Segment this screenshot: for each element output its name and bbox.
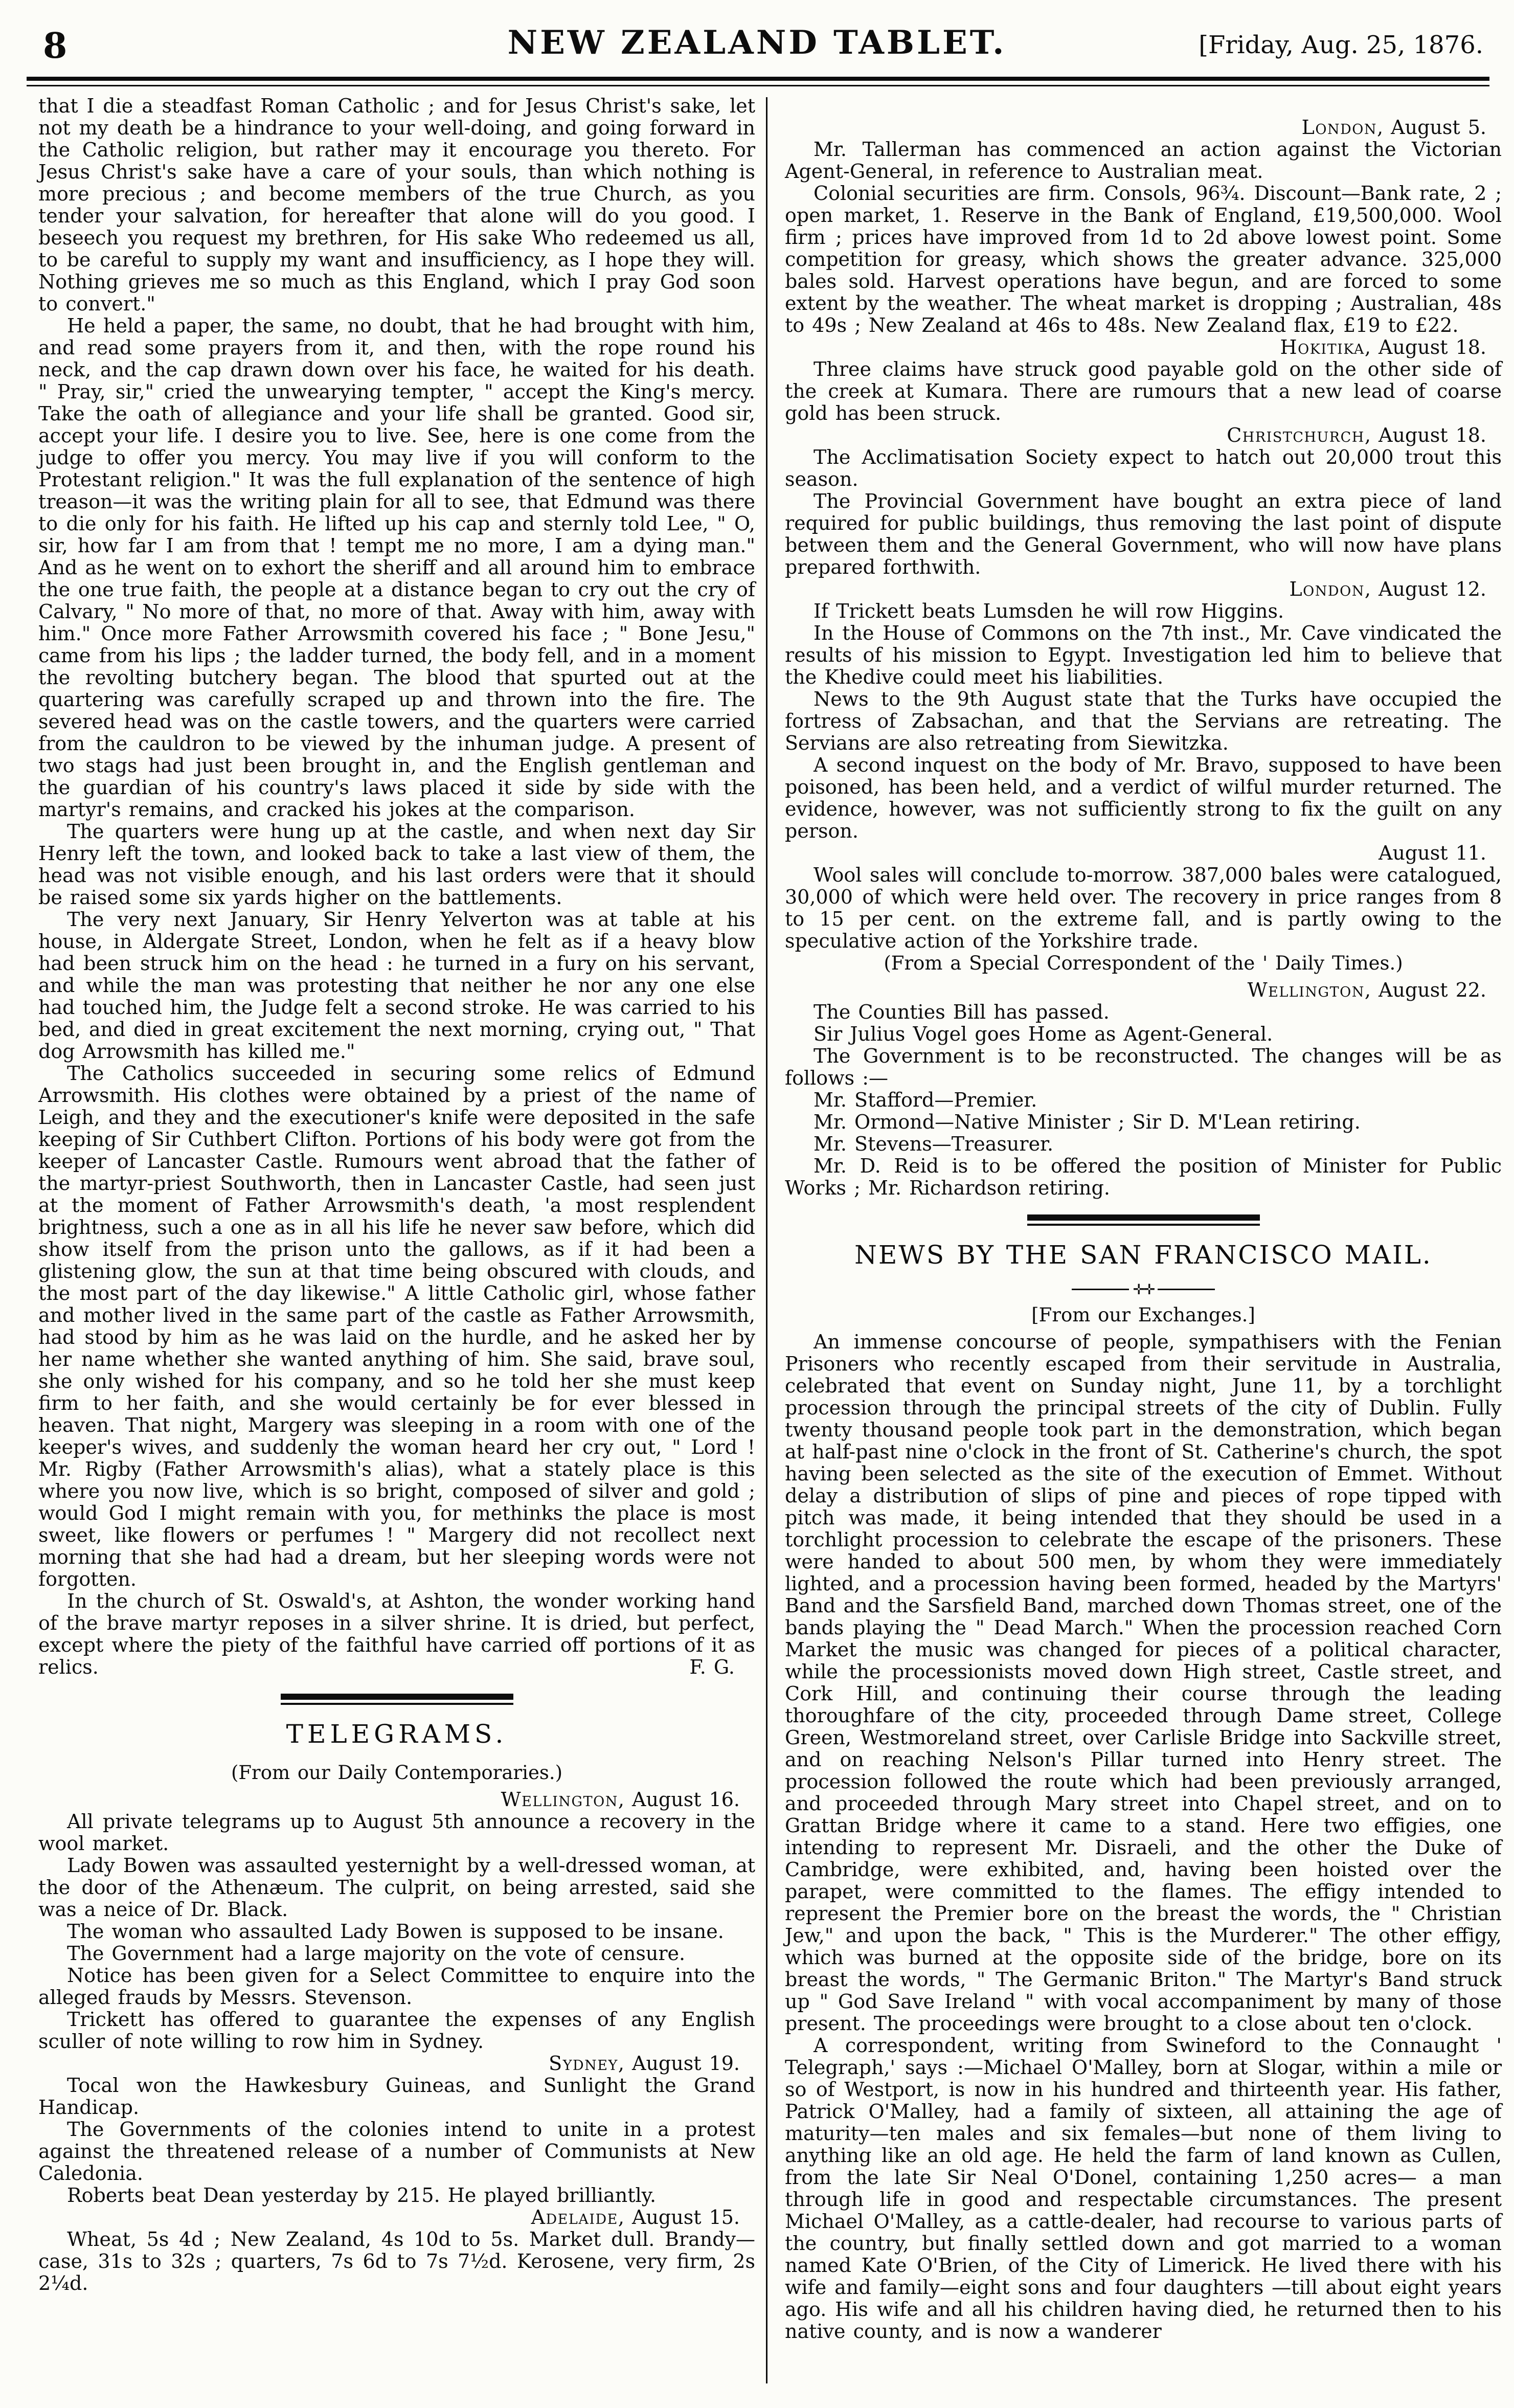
telegram-item: Sir Julius Vogel goes Home as Agent-General. xyxy=(814,1023,1273,1045)
dateline xyxy=(38,2207,755,2229)
article-paragraph: The Catholics succeeded in securing some relics of Edmund Arrowsmith. His clothes were obtained by a priest of the name of Leigh, and they and the executioner's knife were deposited in the safe keeping of Sir Cuthbert Clifton. Portions of his body were got from the keeper of Lancaster Castle. Rumours went abroad that the father of the martyr-priest Southworth, then in Lancaster Castle, had seen just at the moment of Father Arrowsmith's death, 'a most resplendent brightness, such a one as in all his life he never saw before, which did show itself from the prison unto the gallows, as if it had been a glistening glow, the sun at that time being obscured with clouds, and the most part of the day likewise." A little Catholic girl, whose father and mother lived in the same part of the castle as Father Arrowsmith, had stood by him as he was laid on the hurdle, and he asked her by her name whether she wanted anything of him. She said, brave soul, she only wished for his company, and so he told her she must keep firm to her faith, and she would certainly be for ever blessed in heaven. That night, Margery was sleeping in a room with one of the keeper's wives, and suddenly the woman heard her cry out, " Lord ! Mr. Rigby (Father Arrowsmith's alias), what a stately place is this where you now live, which is so bright, composed of silver and gold ; would God I might remain with you, for methinks the place is most sweet, like flowers or perfumes ! " Margery did not recollect next morning that she had had a dream, but her sleeping words were not forgotten. xyxy=(38,1062,755,1590)
dateline-date: August 11. xyxy=(1379,842,1486,864)
dateline-place: London xyxy=(1289,578,1365,600)
telegram-item: Mr. Tallerman has commenced an action against the Victorian Agent-General, in reference to Australian meat. xyxy=(785,138,1502,183)
dateline-place: Wellington xyxy=(501,1788,618,1811)
dateline-date: , August 16. xyxy=(618,1788,740,1811)
dateline xyxy=(785,578,1502,600)
dateline-date: , August 18. xyxy=(1364,336,1486,358)
masthead-title: NEW ZEALAND TABLET. xyxy=(507,24,1007,62)
dateline xyxy=(785,424,1502,446)
dateline-place: Christchurch xyxy=(1227,424,1365,446)
header-rule xyxy=(27,77,1489,86)
section-divider xyxy=(281,1694,513,1705)
article-paragraph: that I die a steadfast Roman Catholic ; and for Jesus Christ's sake, let not my death be a hindrance to your well-doing, and going forward in the Catholic religion, but rather may it encourage you thereto. For Jesus Christ's sake have a care of your souls, than which nothing is more precious ; and become members of the true Church, as you tender your salvation, for hereafter that alone will do you good. I beseech you request my brethren, for His sake Who redeemed us all, to be careful to supply my want and insufficiency, as I hope they will. Nothing grieves me so much as this England, which I pray God soon to convert." xyxy=(38,95,755,315)
telegram-item: The Government had a large majority on the vote of censure. xyxy=(67,1942,686,1965)
dateline-date: , August 5. xyxy=(1377,116,1486,139)
sf-mail-paragraph: An immense concourse of people, sympathisers with the Fenian Prisoners who recently escaped from their servitude in Australia, celebrated that event on Sunday night, June 11, by a torchlight procession through the principal streets of the city of Dublin. Fully twenty thousand people took part in the demonstration, which began at half-past nine o'clock in the front of St. Catherine's church, the spot having been selected as the site of the execution of Emmet. Without delay a distribution of slips of pine and pieces of rope tipped with pitch was made, it being intended that they should be used in a torchlight procession to celebrate the escape of the prisoners. These were handed to about 500 men, by whom they were immediately lighted, and a procession having been formed, headed by the Martyrs' Band and the Sarsfield Band, marched down Thomas street, one of the bands playing the " Dead March." When the procession reached Corn Market the music was changed for pieces of a political character, while the processionists moved down High street, Castle street, and Cork Hill, and continuing their course through the leading thoroughfare of the city, proceeded through Dame street, College Green, Westmoreland street, over Carlisle Bridge into Sackville street, and on reaching Nelson's Pillar turned into Henry street. The procession followed the route which had been previously arranged, and proceeded through Mary street into Chapel street, and on to Grattan Bridge where it came to a stand. Here two effigies, one intending to represent Mr. Disraeli, and the other the Duke of Cambridge, were exhibited, and, having been hoisted over the parapet, were committed to the flames. The effigy intended to represent the Premier bore on the breast the words, the " Christian Jew," and upon the back, " This is the Murderer." The other effigy, which was burned at the opposite side of the bridge, bore on its breast the words, " The Germanic Briton." The Martyr's Band struck up " God Save Ireland " with vocal accompaniment by many of those present. The proceedings were brought to a close about ten o'clock. xyxy=(785,1330,1502,2035)
telegram-item: Mr. D. Reid is to be offered the position of Minister for Public Works ; Mr. Richardson retiring. xyxy=(785,1155,1502,1199)
telegram-item: The Acclimatisation Society expect to hatch out 20,000 trout this season. xyxy=(785,446,1502,490)
dateline-place: London xyxy=(1301,116,1377,139)
columns-container xyxy=(38,95,1502,2343)
article-paragraph xyxy=(38,1590,755,1678)
article-paragraph: The quarters were hung up at the castle, and when next day Sir Henry left the town, and looked back to take a last view of them, the head was not visible enough, and his last orders were that it should be raised some six yards higher on the battlements. xyxy=(38,820,755,909)
telegram-item: The Government is to be reconstructed. The changes will be as follows :— xyxy=(785,1045,1502,1089)
dateline-place: Hokitika xyxy=(1280,336,1365,358)
dateline-place: Wellington xyxy=(1247,979,1365,1001)
special-correspondent-source: (From a Special Correspondent of the ' Daily Times.) xyxy=(884,952,1403,974)
dateline-date: , August 15. xyxy=(618,2206,740,2229)
telegram-item: Three claims have struck good payable gold on the other side of the creek at Kumara. There are rumours that a new lead of coarse gold has been struck. xyxy=(785,358,1502,424)
issue-date: [Friday, Aug. 25, 1876. xyxy=(1199,31,1483,59)
telegram-item: All private telegrams up to August 5th announce a recovery in the wool market. xyxy=(38,1810,755,1855)
dateline-date: , August 18. xyxy=(1364,424,1486,446)
dateline-date: , August 22. xyxy=(1364,979,1486,1001)
telegram-item: Mr. Ormond—Native Minister ; Sir D. M'Lean retiring. xyxy=(814,1111,1361,1133)
telegram-item: Colonial securities are firm. Consols, 96¾. Discount—Bank rate, 2 ; open market, 1. Reserve in the Bank of England, £19,500,000. Wool firm ; prices have improved from 1d to 2d above lowest point. Some competition for greasy, which shows the greater advance. 325,000 bales sold. Harvest operations have begun, and are forced to some extent by the weather. The wheat market is dropping ; Australian, 48s to 49s ; New Zealand at 46s to 48s. New Zealand flax, £19 to £22. xyxy=(785,182,1502,336)
telegram-item: The woman who assaulted Lady Bowen is supposed to be insane. xyxy=(67,1920,724,1943)
telegrams-heading: TELEGRAMS. xyxy=(286,1719,508,1749)
dateline-date: , August 19. xyxy=(618,2052,740,2075)
telegram-item: Mr. Stafford—Premier. xyxy=(814,1089,1037,1111)
dateline xyxy=(38,1789,755,1811)
telegram-item: A second inquest on the body of Mr. Bravo, supposed to have been poisoned, has been held, and a verdict of wilful murder returned. The evidence, however, was not sufficiently strong to fix the guilt on any person. xyxy=(785,754,1502,842)
telegram-item: In the House of Commons on the 7th inst., Mr. Cave vindicated the results of his mission to Egypt. Investigation led him to believe that the Khedive could meet his liabilities. xyxy=(785,622,1502,688)
telegram-item: Mr. Stevens—Treasurer. xyxy=(814,1133,1054,1155)
telegram-item: Trickett has offered to guarantee the expenses of any English sculler of note willing to row him in Sydney. xyxy=(38,2008,755,2053)
telegram-item: Wool sales will conclude to-morrow. 387,000 bales were catalogued, 30,000 of which were held over. The recovery in price ranges from 8 to 15 per cent. on the extreme fall, and is partly owing to the speculative action of the Yorkshire trade. xyxy=(785,864,1502,952)
san-francisco-mail-heading: NEWS BY THE SAN FRANCISCO MAIL. xyxy=(854,1240,1432,1270)
article-paragraph-text: In the church of St. Oswald's, at Ashton, the wonder working hand of the brave martyr reposes in a silver shrine. It is dried, but perfect, except where the piety of the faithful have carried off portions of it as relics. xyxy=(38,1590,755,1678)
section-divider xyxy=(1027,1214,1260,1226)
telegrams-source: (From our Daily Contemporaries.) xyxy=(231,1761,563,1784)
dateline xyxy=(785,336,1502,358)
exchanges-source: [From our Exchanges.] xyxy=(1031,1303,1255,1326)
telegram-item: Notice has been given for a Select Committee to enquire into the alleged frauds by Messrs. Stevenson. xyxy=(38,1964,755,2009)
left-column xyxy=(38,95,755,2294)
telegram-item: Wheat, 5s 4d ; New Zealand, 4s 10d to 5s. Market dull. Brandy—case, 31s to 32s ; quarters, 7s 6d to 7s 7½d. Kerosene, very firm, 2s 2¼d. xyxy=(38,2227,755,2294)
article-signature: F. G. xyxy=(689,1656,735,1678)
dateline-place: Sydney xyxy=(549,2052,618,2075)
ornament-divider xyxy=(785,1282,1502,1297)
article-paragraph: The very next January, Sir Henry Yelverton was at table at his house, in Aldergate Street, London, when he felt as if a heavy blow had been struck him on the head : he turned in a fury on his servant, and while the man was protesting that neither he nor any one else had touched him, the Judge felt a second stroke. He was carried to his bed, and died in great excitement the next morning, crying out, " That dog Arrowsmith has killed me." xyxy=(38,908,755,1063)
right-column xyxy=(785,95,1502,2343)
telegram-item: The Governments of the colonies intend to unite in a protest against the threatened release of a number of Communists at New Caledonia. xyxy=(38,2118,755,2185)
telegram-item: Tocal won the Hawkesbury Guineas, and Sunlight the Grand Handicap. xyxy=(38,2074,755,2119)
telegram-item: If Trickett beats Lumsden he will row Higgins. xyxy=(814,600,1284,622)
telegram-item: The Counties Bill has passed. xyxy=(814,1001,1110,1023)
dateline xyxy=(785,117,1502,139)
telegram-item: Roberts beat Dean yesterday by 215. He played brilliantly. xyxy=(67,2184,657,2207)
dateline xyxy=(785,979,1502,1001)
page-number: 8 xyxy=(43,26,67,66)
dateline xyxy=(38,2053,755,2075)
dateline-place: Adelaide xyxy=(531,2206,618,2229)
dateline-date: , August 12. xyxy=(1364,578,1486,600)
telegram-item: The Provincial Government have bought an extra piece of land required for public buildings, thus removing the last point of dispute between them and the General Government, who will now have plans prepared forthwith. xyxy=(785,490,1502,578)
ornament-bar xyxy=(1072,1289,1129,1290)
telegram-item: News to the 9th August state that the Turks have occupied the fortress of Zabsachan, and that the Servians are retreating. The Servians are also retreating from Siewitzka. xyxy=(785,688,1502,754)
article-paragraph: He held a paper, the same, no doubt, that he had brought with him, and read some prayers from it, and then, with the rope round his neck, and the cap drawn down over his face, he waited for his death. " Pray, sir," cried the unwearying tempter, " accept the King's mercy. Take the oath of allegiance and your life shall be granted. Good sir, accept your life. I desire you to live. See, here is one come from the judge to offer you mercy. You may live if you will conform to the Protestant religion." It was the full explanation of the sentence of high treason—it was the writing plain for all to see, that Edmund was there to die only for his faith. He lifted up his cap and sternly told Lee, " O, sir, how far I am from that ! tempt me no more, I am a dying man." And as he went on to exhort the sheriff and all around him to embrace the one true faith, the people at a distance began to cry out the cry of Calvary, " No more of that, no more of that. Away with him, away with him." Once more Father Arrowsmith covered his face ; " Bone Jesu," came from his lips ; the ladder turned, the body fell, and in a moment the revolting butchery began. The blood that spurted out at the quartering was carefully scraped up and thrown into the fire. The severed head was on the castle towers, and the quarters were carried from the cauldron to be viewed by the inhuman judge. A present of two stags had just been brought in, and the English gentleman and the guardian of his country's laws placed it side by side with the martyr's remains, and cracked his jokes at the comparison. xyxy=(38,314,755,821)
cross-ornament-icon: ✛✛ xyxy=(1133,1280,1154,1298)
telegram-item: Lady Bowen was assaulted yesternight by a well-dressed woman, at the door of the Athenæum. The culprit, on being arrested, said she was a neice of Dr. Black. xyxy=(38,1854,755,1921)
sf-mail-paragraph: A correspondent, writing from Swineford to the Connaught ' Telegraph,' says :—Michael O'Malley, born at Slogar, within a mile or so of Westport, is now in his hundred and thirteenth year. His father, Patrick O'Malley, had a family of sixteen, all attaining the age of maturity—ten males and six females—but none of them living to anything like an old age. He held the farm of land known as Cullen, from the late Sir Neal O'Donel, containing 1,250 acres— a man through life in good and respectable circumstances. The present Michael O'Malley, as a cattle-dealer, had recourse to various parts of the country, but finally settled down and got married to a woman named Kate O'Brien, of the City of Limerick. He lived there with his wife and family—eight sons and four daughters —till about eight years ago. His wife and all his children having died, he returned then to his native county, and is now a wanderer xyxy=(785,2034,1502,2343)
dateline xyxy=(785,842,1502,864)
ornament-bar xyxy=(1158,1289,1215,1290)
